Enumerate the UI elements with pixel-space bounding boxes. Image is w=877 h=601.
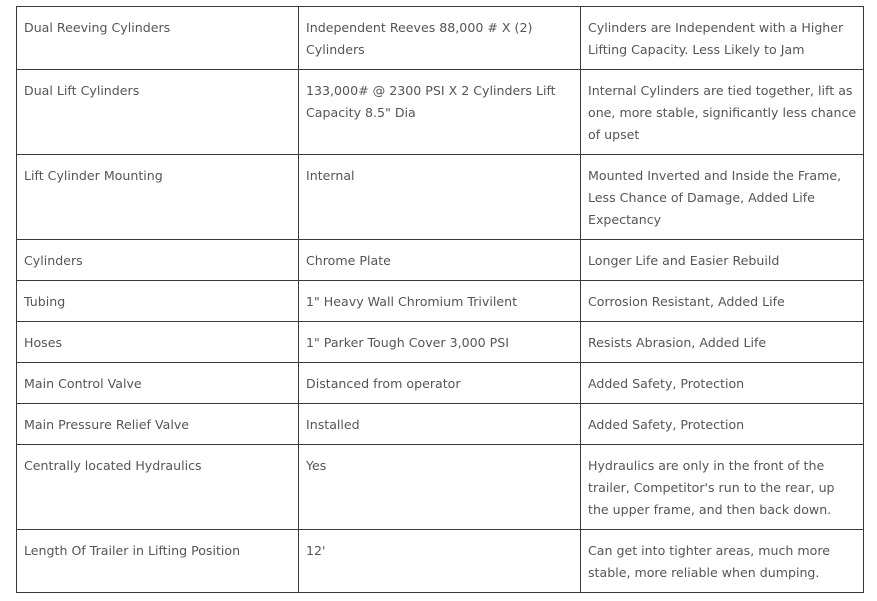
- table-row: [17, 240, 864, 281]
- spec-cell: Independent Reeves 88,000 # X (2) Cylinders: [299, 7, 581, 70]
- spec-cell: Yes: [299, 445, 581, 530]
- benefit-cell: Longer Life and Easier Rebuild: [581, 240, 864, 281]
- table-row: [17, 70, 864, 155]
- spec-cell: Internal: [299, 155, 581, 240]
- spec-table-body: [17, 7, 864, 593]
- feature-cell: Centrally located Hydraulics: [17, 445, 299, 530]
- table-row: [17, 281, 864, 322]
- table-row: [17, 530, 864, 593]
- benefit-cell: Resists Abrasion, Added Life: [581, 322, 864, 363]
- table-row: [17, 322, 864, 363]
- spec-cell: 133,000# @ 2300 PSI X 2 Cylinders Lift Capacity 8.5" Dia: [299, 70, 581, 155]
- feature-cell: Dual Lift Cylinders: [17, 70, 299, 155]
- table-row: [17, 404, 864, 445]
- benefit-cell: Can get into tighter areas, much more stable, more reliable when dumping.: [581, 530, 864, 593]
- spec-cell: 1" Parker Tough Cover 3,000 PSI: [299, 322, 581, 363]
- feature-cell: Tubing: [17, 281, 299, 322]
- spec-cell: 1" Heavy Wall Chromium Trivilent: [299, 281, 581, 322]
- spec-cell: Installed: [299, 404, 581, 445]
- spec-table: [16, 6, 864, 593]
- spec-cell: Chrome Plate: [299, 240, 581, 281]
- feature-cell: Cylinders: [17, 240, 299, 281]
- feature-cell: Length Of Trailer in Lifting Position: [17, 530, 299, 593]
- table-row: [17, 7, 864, 70]
- benefit-cell: Corrosion Resistant, Added Life: [581, 281, 864, 322]
- benefit-cell: Added Safety, Protection: [581, 363, 864, 404]
- table-row: [17, 155, 864, 240]
- feature-cell: Main Pressure Relief Valve: [17, 404, 299, 445]
- table-row: [17, 363, 864, 404]
- benefit-cell: Internal Cylinders are tied together, lift as one, more stable, significantly less chance of upset: [581, 70, 864, 155]
- benefit-cell: Cylinders are Independent with a Higher Lifting Capacity. Less Likely to Jam: [581, 7, 864, 70]
- spec-cell: 12': [299, 530, 581, 593]
- feature-cell: Main Control Valve: [17, 363, 299, 404]
- table-row: [17, 445, 864, 530]
- feature-cell: Hoses: [17, 322, 299, 363]
- benefit-cell: Added Safety, Protection: [581, 404, 864, 445]
- feature-cell: Lift Cylinder Mounting: [17, 155, 299, 240]
- feature-cell: Dual Reeving Cylinders: [17, 7, 299, 70]
- benefit-cell: Mounted Inverted and Inside the Frame, Less Chance of Damage, Added Life Expectancy: [581, 155, 864, 240]
- spec-cell: Distanced from operator: [299, 363, 581, 404]
- benefit-cell: Hydraulics are only in the front of the trailer, Competitor's run to the rear, up the upper frame, and then back down.: [581, 445, 864, 530]
